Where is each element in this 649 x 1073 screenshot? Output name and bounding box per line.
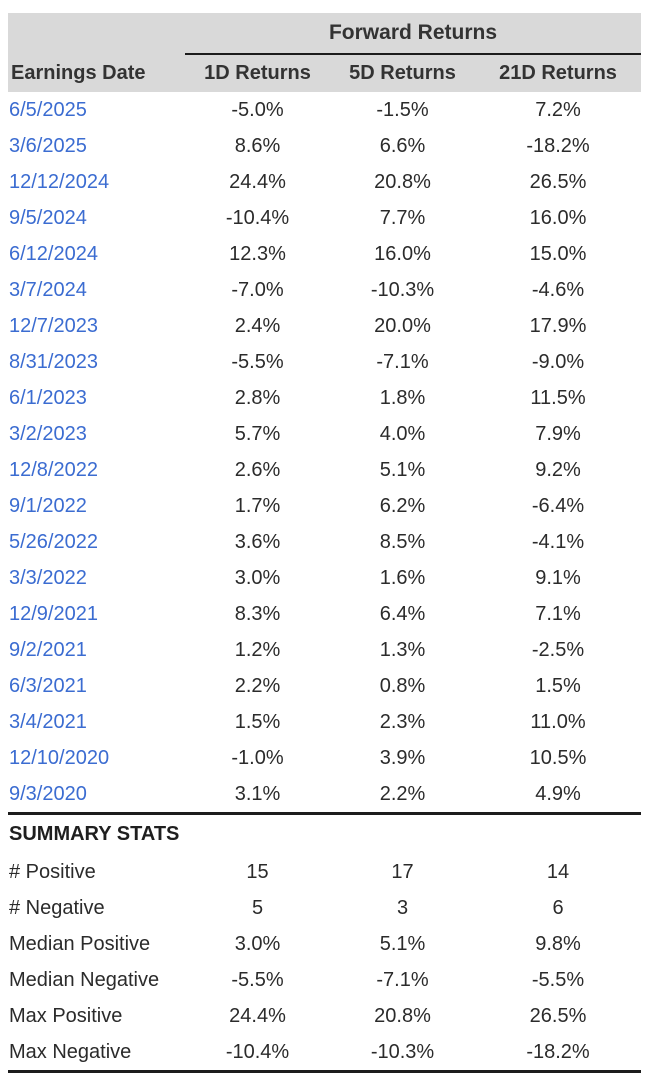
column-header-earnings-date: Earnings Date xyxy=(8,54,185,92)
summary-return-21d-cell: 14 xyxy=(546,860,570,883)
column-header-row xyxy=(8,54,641,92)
return-21d-cell: 15.0% xyxy=(529,242,587,265)
return-1d-cell: 2.8% xyxy=(234,386,281,409)
table-row xyxy=(8,704,641,740)
earnings-date-cell xyxy=(8,128,185,164)
summary-return-21d-cell: -18.2% xyxy=(475,1034,641,1072)
return-5d-cell: 20.0% xyxy=(374,314,431,337)
summary-return-21d-cell: 6 xyxy=(552,896,564,919)
summary-return-1d-cell: 15 xyxy=(246,860,269,883)
return-1d-cell: 2.6% xyxy=(234,458,281,481)
return-21d-cell: 11.0% xyxy=(530,710,586,733)
table-row xyxy=(8,164,641,200)
earnings-date-link[interactable]: 9/3/2020 xyxy=(9,782,87,805)
earnings-date-cell xyxy=(8,344,185,380)
return-5d-cell: -1.5% xyxy=(376,98,429,121)
return-5d-cell: 2.2% xyxy=(379,782,426,805)
table-row xyxy=(8,776,641,814)
return-1d-cell: -5.5% xyxy=(231,350,284,373)
return-5d-cell: -10.3% xyxy=(370,278,435,301)
column-header-1d-returns: 1D Returns xyxy=(185,54,330,92)
earnings-date-link[interactable]: 3/4/2021 xyxy=(9,710,87,733)
column-header-21d-returns: 21D Returns xyxy=(475,54,641,92)
table-row xyxy=(8,236,641,272)
return-5d-cell: 2.3% xyxy=(379,710,426,733)
earnings-date-cell xyxy=(8,308,185,344)
summary-return-5d-cell: 17 xyxy=(391,860,414,883)
table-row xyxy=(8,452,641,488)
return-1d-cell: -1.0% xyxy=(231,746,284,769)
return-21d-cell: 9.1% xyxy=(535,566,581,589)
earnings-date-link[interactable]: 6/12/2024 xyxy=(9,242,98,265)
summary-stat-row xyxy=(8,962,641,998)
earnings-date-cell xyxy=(8,704,185,740)
earnings-date-cell xyxy=(8,92,185,128)
return-1d-cell: 24.4% xyxy=(229,170,286,193)
table-row xyxy=(8,308,641,344)
earnings-date-cell xyxy=(8,236,185,272)
earnings-date-cell xyxy=(8,740,185,776)
table-header xyxy=(8,13,641,92)
earnings-date-cell xyxy=(8,668,185,704)
return-5d-cell: 16.0% xyxy=(374,242,431,265)
summary-stat-row xyxy=(8,1034,641,1072)
summary-return-1d-cell: 24.4% xyxy=(229,1004,286,1027)
summary-return-5d-cell: -7.1% xyxy=(376,968,429,991)
summary-stats-header-row xyxy=(8,814,641,855)
summary-stat-label: Max Positive xyxy=(9,1004,123,1027)
return-5d-cell: 0.8% xyxy=(379,674,426,697)
returns-rows xyxy=(8,92,641,814)
summary-stats-section xyxy=(8,814,641,1072)
return-21d-cell: 7.9% xyxy=(535,422,581,445)
earnings-date-cell xyxy=(8,416,185,452)
summary-stat-label: # Negative xyxy=(9,896,105,919)
summary-stat-label: Median Positive xyxy=(9,932,151,955)
return-5d-cell: 8.5% xyxy=(379,530,426,553)
summary-return-21d-cell: 26.5% xyxy=(529,1004,587,1027)
return-5d-cell: 6.4% xyxy=(379,602,426,625)
earnings-date-cell xyxy=(8,380,185,416)
return-21d-cell: 7.1% xyxy=(535,602,581,625)
table-row xyxy=(8,200,641,236)
summary-return-1d-cell: -5.5% xyxy=(231,968,284,991)
summary-stat-label: Max Negative xyxy=(8,1034,185,1072)
return-21d-cell: -6.4% xyxy=(531,494,585,517)
table-row xyxy=(8,668,641,704)
table-row xyxy=(8,344,641,380)
summary-return-5d-cell: -10.3% xyxy=(330,1034,475,1072)
earnings-date-link[interactable]: 3/2/2023 xyxy=(9,422,87,445)
return-1d-cell: -5.0% xyxy=(231,98,284,121)
return-21d-cell: 17.9% xyxy=(529,314,587,337)
return-1d-cell: 12.3% xyxy=(229,242,286,265)
return-5d-cell: 20.8% xyxy=(374,170,431,193)
return-5d-cell: 6.2% xyxy=(379,494,426,517)
return-21d-cell: -9.0% xyxy=(531,350,585,373)
earnings-date-cell xyxy=(8,524,185,560)
earnings-date-cell xyxy=(8,272,185,308)
return-5d-cell: 1.3% xyxy=(379,638,426,661)
earnings-date-link[interactable]: 9/1/2022 xyxy=(9,494,87,517)
summary-stat-row xyxy=(8,890,641,926)
summary-return-5d-cell: 5.1% xyxy=(379,932,426,955)
forward-returns-table xyxy=(8,13,641,1073)
summary-return-5d-cell: 20.8% xyxy=(374,1004,431,1027)
return-1d-cell: -7.0% xyxy=(231,278,284,301)
table-row xyxy=(8,632,641,668)
earnings-date-link[interactable]: 9/2/2021 xyxy=(9,638,87,661)
return-21d-cell: -2.5% xyxy=(531,638,585,661)
earnings-date-cell xyxy=(8,164,185,200)
earnings-date-link[interactable]: 3/3/2022 xyxy=(9,566,87,589)
return-1d-cell: 2.2% xyxy=(234,674,281,697)
return-1d-cell: 2.4% xyxy=(234,314,281,337)
earnings-date-cell xyxy=(8,596,185,632)
group-header-forward-returns: Forward Returns xyxy=(185,13,641,54)
return-21d-cell: -4.1% xyxy=(531,530,585,553)
return-5d-cell: 7.7% xyxy=(379,206,426,229)
return-5d-cell: 6.6% xyxy=(379,134,426,157)
summary-return-1d-cell: -10.4% xyxy=(185,1034,330,1072)
return-5d-cell: 4.0% xyxy=(379,422,426,445)
summary-stat-label: Median Negative xyxy=(9,968,160,991)
earnings-date-link[interactable]: 5/26/2022 xyxy=(9,530,98,553)
earnings-date-cell xyxy=(8,776,185,814)
earnings-date-link[interactable]: 12/9/2021 xyxy=(9,602,98,625)
earnings-date-link[interactable]: 12/12/2024 xyxy=(9,170,110,193)
column-header-5d-returns: 5D Returns xyxy=(330,54,475,92)
summary-stat-row xyxy=(8,854,641,890)
return-5d-cell: 1.8% xyxy=(379,386,426,409)
corner-cell xyxy=(8,13,185,54)
earnings-date-link[interactable]: 3/6/2025 xyxy=(9,134,87,157)
return-1d-cell: 3.0% xyxy=(234,566,281,589)
table-row xyxy=(8,524,641,560)
return-5d-cell: 3.9% xyxy=(379,746,426,769)
return-21d-cell: 26.5% xyxy=(529,170,587,193)
return-21d-cell: 4.9% xyxy=(535,782,581,805)
earnings-date-link[interactable]: 9/5/2024 xyxy=(9,206,87,229)
earnings-date-cell xyxy=(8,632,185,668)
earnings-date-link[interactable]: 6/5/2025 xyxy=(9,98,87,121)
earnings-date-link[interactable]: 12/10/2020 xyxy=(9,746,110,769)
table-row xyxy=(8,488,641,524)
return-21d-cell: 7.2% xyxy=(535,98,581,121)
return-1d-cell: 5.7% xyxy=(234,422,281,445)
earnings-date-link[interactable]: 6/3/2021 xyxy=(9,674,87,697)
earnings-date-link[interactable]: 12/7/2023 xyxy=(9,314,98,337)
summary-return-5d-cell: 3 xyxy=(396,896,409,919)
return-1d-cell: 3.1% xyxy=(234,782,281,805)
summary-return-21d-cell: -5.5% xyxy=(531,968,585,991)
return-5d-cell: 1.6% xyxy=(379,566,426,589)
earnings-date-cell xyxy=(8,452,185,488)
summary-stat-row xyxy=(8,998,641,1034)
earnings-date-cell xyxy=(8,560,185,596)
return-5d-cell: 5.1% xyxy=(379,458,426,481)
table-row xyxy=(8,416,641,452)
earnings-date-link[interactable]: 12/8/2022 xyxy=(9,458,98,481)
earnings-date-link[interactable]: 3/7/2024 xyxy=(9,278,87,301)
return-21d-cell: 1.5% xyxy=(535,674,581,697)
return-5d-cell: -7.1% xyxy=(376,350,429,373)
return-21d-cell: 11.5% xyxy=(530,386,586,409)
table-row xyxy=(8,380,641,416)
table-row xyxy=(8,560,641,596)
summary-stat-row xyxy=(8,926,641,962)
summary-stats-title: SUMMARY STATS xyxy=(8,814,641,855)
return-1d-cell: 1.7% xyxy=(234,494,281,517)
table-row xyxy=(8,128,641,164)
return-21d-cell: -18.2% xyxy=(526,134,590,157)
table-row xyxy=(8,596,641,632)
summary-stat-label: # Positive xyxy=(9,860,96,883)
earnings-date-link[interactable]: 6/1/2023 xyxy=(9,386,87,409)
earnings-date-cell xyxy=(8,488,185,524)
table-row xyxy=(8,92,641,128)
return-1d-cell: -10.4% xyxy=(225,206,290,229)
return-1d-cell: 8.6% xyxy=(234,134,281,157)
return-1d-cell: 1.5% xyxy=(234,710,281,733)
return-1d-cell: 1.2% xyxy=(234,638,281,661)
return-21d-cell: 10.5% xyxy=(529,746,587,769)
earnings-date-cell xyxy=(8,200,185,236)
summary-return-21d-cell: 9.8% xyxy=(535,932,581,955)
return-21d-cell: 9.2% xyxy=(535,458,581,481)
return-1d-cell: 3.6% xyxy=(234,530,281,553)
table-row xyxy=(8,740,641,776)
table-row xyxy=(8,272,641,308)
summary-return-1d-cell: 3.0% xyxy=(234,932,281,955)
earnings-date-link[interactable]: 8/31/2023 xyxy=(9,350,98,373)
return-21d-cell: 16.0% xyxy=(529,206,587,229)
group-header-row xyxy=(8,13,641,54)
summary-return-1d-cell: 5 xyxy=(251,896,264,919)
return-1d-cell: 8.3% xyxy=(234,602,281,625)
return-21d-cell: -4.6% xyxy=(531,278,585,301)
